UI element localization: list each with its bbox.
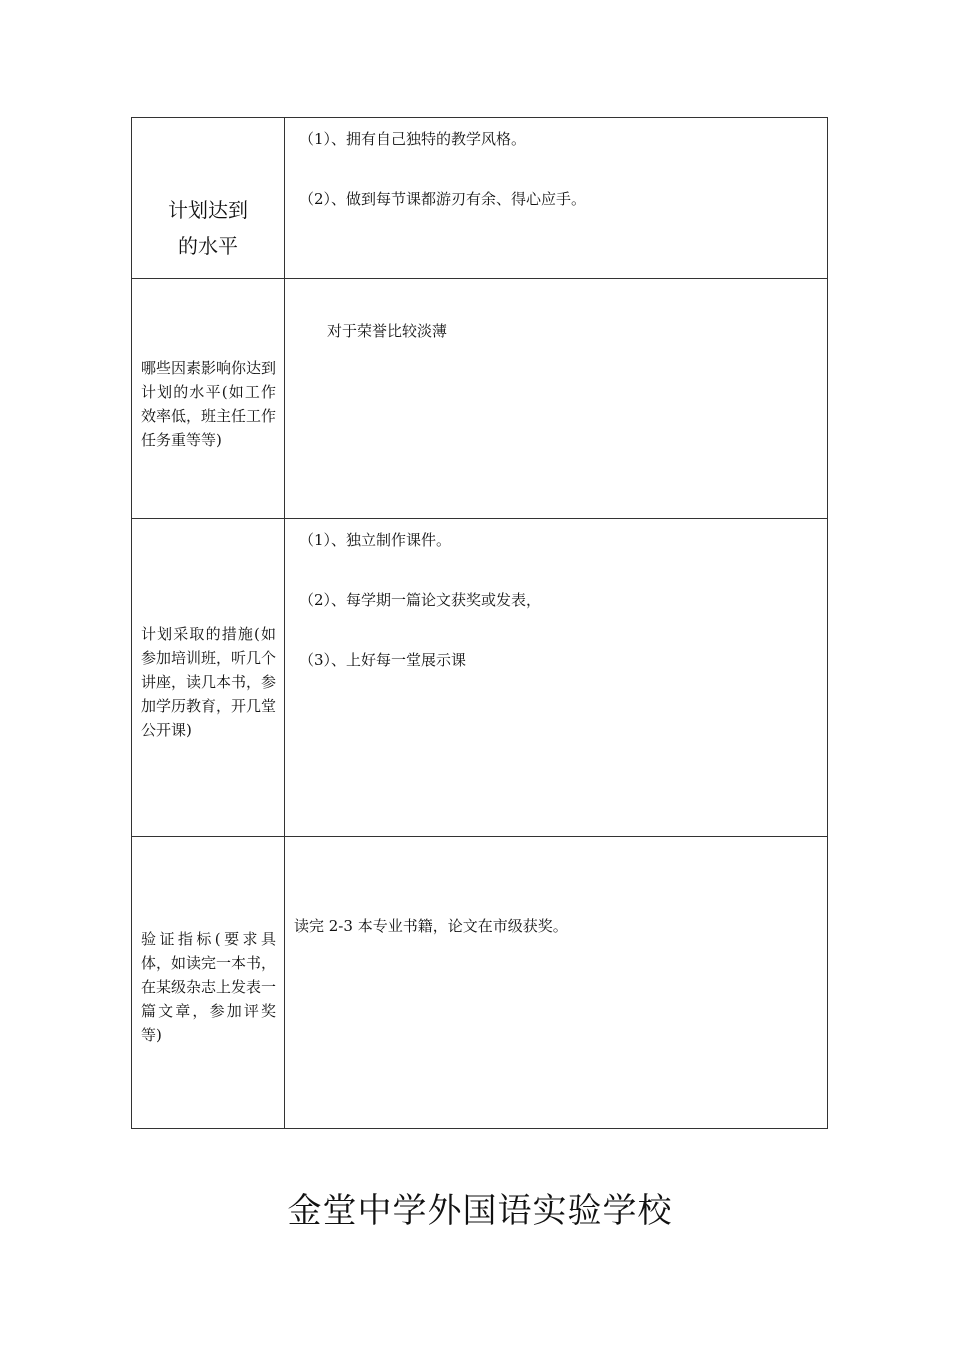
row-label: 验证指标(要求具体，如读完一本书，在某级杂志上发表一篇文章，参加评奖等) [141,929,277,1044]
row-label-cell [132,118,285,279]
row-label: 计划采取的措施(如参加培训班，听几个讲座，读几本书，参加学历教育，开几堂公开课) [141,624,277,739]
content-line: （1）、拥有自己独特的教学风格。 [299,130,527,148]
row-label-cell [132,837,285,1129]
content-line: （2）、每学期一篇论文获奖或发表， [299,591,542,609]
row-content-cell [285,118,828,279]
row-label: 哪些因素影响你达到计划的水平(如工作效率低，班主任工作任务重等等) [141,358,277,449]
table-row [132,279,828,519]
row-label-cell [132,279,285,519]
content-line: （2）、做到每节课都游刃有余、得心应手。 [299,190,587,208]
content-line: （1）、独立制作课件。 [299,531,452,549]
row-content-cell [285,519,828,837]
row-label [132,132,284,264]
row-content-cell [285,837,828,1129]
content-line: 对于荣誉比较淡薄 [327,322,448,340]
plan-table [131,117,828,1129]
row-label-line: 计划达到 [168,198,248,222]
row-label-line: 的水平 [178,234,238,258]
row-content-cell [285,279,828,519]
content-line: 读完 2-3 本专业书籍，论文在市级获奖。 [294,917,568,935]
content-line: （3）、上好每一堂展示课 [299,651,467,669]
table-row [132,519,828,837]
table-row [132,837,828,1129]
table-row [132,118,828,279]
school-name: 金堂中学外国语实验学校 [287,1191,673,1231]
row-label-cell [132,519,285,837]
